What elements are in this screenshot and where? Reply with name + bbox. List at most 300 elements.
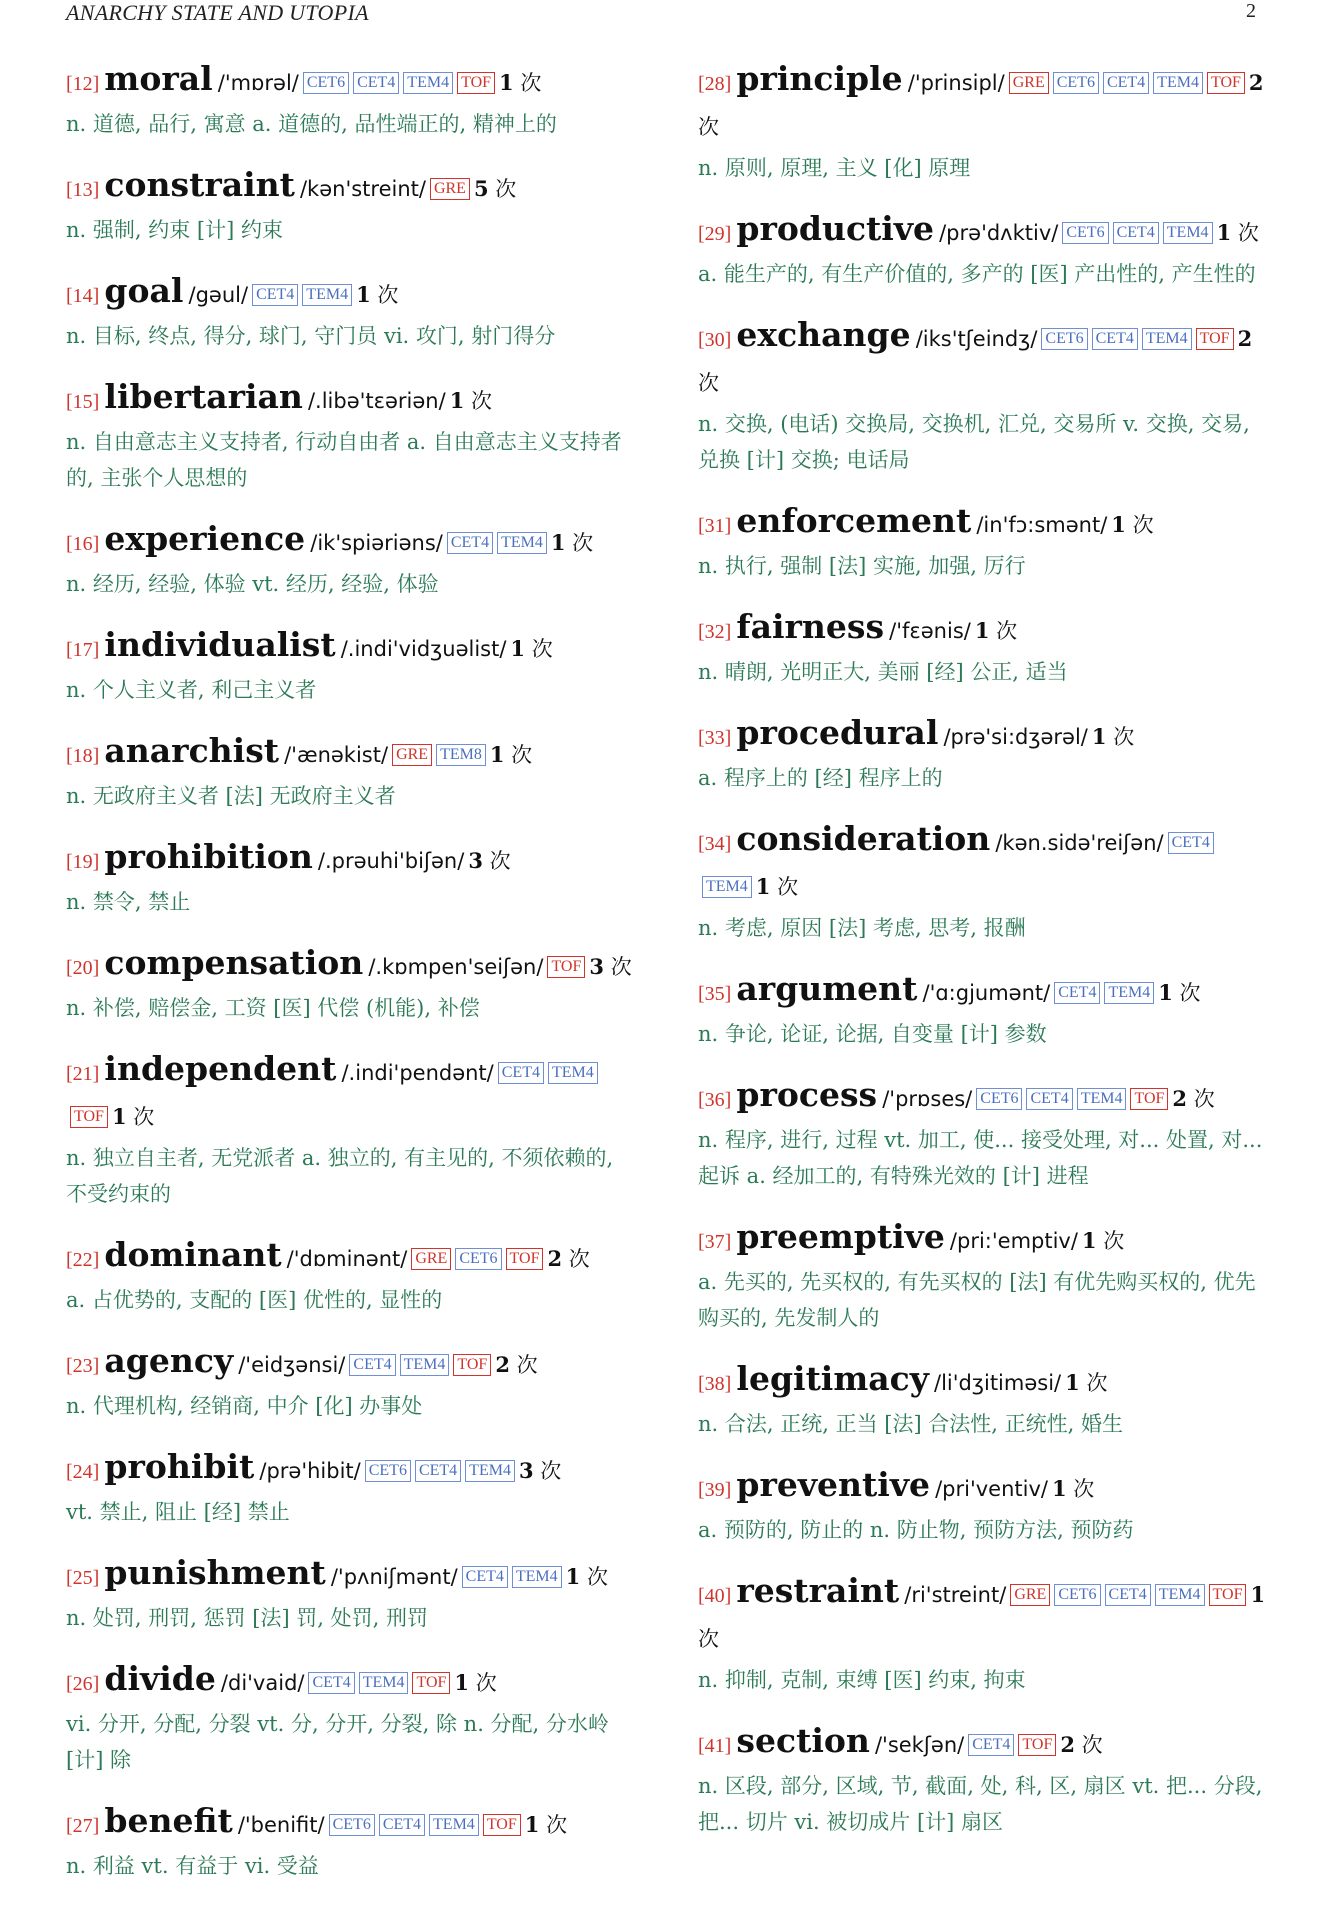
entry-headline [66, 164, 634, 212]
phonetic: /'eidʒənsi/ [238, 1353, 346, 1377]
frequency-number: 1 [1250, 1582, 1266, 1607]
vocabulary-columns [66, 58, 1266, 1906]
vocab-entry [66, 270, 634, 354]
frequency-unit: 次 [1113, 725, 1135, 749]
vocab-entry [66, 730, 634, 814]
definition: n. 补偿, 赔偿金, 工资 [医] 代偿 (机能), 补偿 [66, 996, 480, 1020]
running-title: ANARCHY STATE AND UTOPIA [66, 0, 369, 25]
vocab-entry [698, 58, 1266, 186]
exam-tag-badge: TEM4 [465, 1460, 515, 1482]
frequency-count [454, 1671, 496, 1695]
definition: n. 晴朗, 光明正大, 美丽 [经] 公正, 适当 [698, 660, 1068, 684]
frequency-number: 1 [356, 282, 371, 307]
entry-number: [35] [698, 983, 732, 1005]
entry-headline [698, 968, 1266, 1016]
frequency-number: 3 [518, 1458, 534, 1483]
exam-tag-badge: TEM4 [1163, 222, 1213, 244]
definition: a. 程序上的 [经] 程序上的 [698, 766, 943, 790]
exam-tag-badge: CET4 [353, 72, 399, 94]
frequency-number: 3 [589, 954, 604, 979]
exam-tag-badge: CET4 [447, 532, 493, 554]
exam-tag-badge: CET4 [1105, 1584, 1151, 1606]
frequency-number: 1 [974, 618, 990, 643]
entry-number: [27] [66, 1815, 100, 1837]
frequency-count [1052, 1477, 1094, 1501]
entry-number: [40] [698, 1585, 732, 1607]
frequency-count [474, 177, 516, 201]
frequency-unit: 次 [777, 875, 799, 899]
frequency-count [495, 1353, 537, 1377]
frequency-number: 3 [468, 848, 483, 873]
entry-number: [20] [66, 957, 100, 979]
exam-tag-badge: TEM4 [497, 532, 547, 554]
exam-tag-badge: TOF [547, 956, 585, 978]
frequency-count [589, 955, 631, 979]
headword: productive [736, 209, 935, 248]
exam-tag-badge: TOF [1130, 1088, 1168, 1110]
entry-number: [31] [698, 515, 732, 537]
headword: exchange [736, 315, 911, 354]
frequency-unit: 次 [489, 849, 511, 873]
exam-tag-badge: TEM4 [302, 284, 352, 306]
headword: consideration [736, 819, 991, 858]
headword: preemptive [736, 1217, 945, 1256]
headword: prohibition [104, 837, 313, 876]
frequency-count [1217, 221, 1259, 245]
vocab-entry [66, 1800, 634, 1884]
exam-tag-badge: CET6 [1053, 72, 1099, 94]
exam-tag-badge: TEM4 [512, 1566, 562, 1588]
entry-headline [698, 1570, 1266, 1662]
exam-tag-badge: TEM4 [1104, 982, 1154, 1004]
frequency-count [756, 875, 798, 899]
phonetic: /.indi'pendənt/ [341, 1061, 494, 1085]
frequency-unit: 次 [1086, 1371, 1108, 1395]
exam-tag-badge: CET6 [1062, 222, 1108, 244]
exam-tag-badge: CET4 [1113, 222, 1159, 244]
frequency-number: 1 [454, 1670, 470, 1695]
frequency-count [1060, 1733, 1102, 1757]
frequency-number: 1 [1065, 1370, 1080, 1395]
entry-headline [66, 1658, 634, 1706]
vocab-entry [698, 1358, 1266, 1442]
vocab-entry [66, 1552, 634, 1636]
vocab-entry [66, 1234, 634, 1318]
entry-number: [36] [698, 1089, 732, 1111]
phonetic: /pri:'emptiv/ [949, 1229, 1078, 1253]
frequency-count [1082, 1229, 1124, 1253]
frequency-unit: 次 [1179, 981, 1201, 1005]
entry-number: [30] [698, 329, 732, 351]
headword: moral [104, 59, 213, 98]
definition: a. 先买的, 先买权的, 有先买权的 [法] 有优先购买权的, 优先购买的, 先发制人的 [698, 1270, 1256, 1330]
frequency-unit: 次 [586, 1565, 608, 1589]
exam-tag-badge: GRE [1010, 1584, 1050, 1606]
frequency-unit: 次 [698, 115, 719, 139]
entry-headline [698, 500, 1266, 548]
entry-number: [13] [66, 179, 100, 201]
left-column [66, 58, 634, 1906]
phonetic: /'fɛənis/ [889, 619, 971, 643]
headword: goal [104, 271, 184, 310]
exam-tag-badge: TOF [506, 1248, 544, 1270]
definition: n. 交换, (电话) 交换局, 交换机, 汇兑, 交易所 v. 交换, 交易, 兑换 [计] 交换; 电话局 [698, 412, 1250, 472]
entry-headline [66, 518, 634, 566]
entry-number: [18] [66, 745, 100, 767]
definition: n. 强制, 约束 [计] 约束 [66, 218, 283, 242]
frequency-count [1092, 725, 1134, 749]
phonetic: /prə'si:dʒərəl/ [943, 725, 1088, 749]
vocab-entry [66, 58, 634, 142]
phonetic: /pri'ventiv/ [935, 1477, 1048, 1501]
headword: process [736, 1075, 878, 1114]
page-number: 2 [1246, 0, 1256, 22]
definition: n. 利益 vt. 有益于 vi. 受益 [66, 1854, 319, 1878]
frequency-count [450, 389, 492, 413]
exam-tag-badge: CET4 [968, 1734, 1014, 1756]
vocab-entry [66, 942, 634, 1026]
exam-tag-badge: CET4 [462, 1566, 508, 1588]
entry-number: [12] [66, 73, 100, 95]
definition: a. 能生产的, 有生产价值的, 多产的 [医] 产出性的, 产生性的 [698, 262, 1256, 286]
vocab-entry [66, 1340, 634, 1424]
entry-number: [22] [66, 1249, 100, 1271]
frequency-count [468, 849, 510, 873]
frequency-unit: 次 [698, 1627, 719, 1651]
vocab-entry [698, 818, 1266, 946]
definition: n. 道德, 品行, 寓意 a. 道德的, 品性端正的, 精神上的 [66, 112, 557, 136]
frequency-unit: 次 [377, 283, 399, 307]
definition: n. 考虑, 原因 [法] 考虑, 思考, 报酬 [698, 916, 1026, 940]
frequency-unit: 次 [1237, 221, 1259, 245]
phonetic: /'prinsipl/ [907, 71, 1005, 95]
phonetic: /di'vaid/ [220, 1671, 305, 1695]
exam-tag-badge: CET4 [1054, 982, 1100, 1004]
definition: n. 抑制, 克制, 束缚 [医] 约束, 拘束 [698, 1668, 1026, 1692]
frequency-number: 1 [449, 388, 465, 413]
phonetic: /gəul/ [188, 283, 249, 307]
definition: n. 争论, 论证, 论据, 自变量 [计] 参数 [698, 1022, 1047, 1046]
headword: restraint [736, 1571, 900, 1610]
definition: n. 自由意志主义支持者, 行动自由者 a. 自由意志主义支持者的, 主张个人思想的 [66, 430, 622, 490]
frequency-count [499, 71, 541, 95]
exam-tag-badge: CET4 [498, 1062, 544, 1084]
headword: enforcement [736, 501, 972, 540]
entry-number: [23] [66, 1355, 100, 1377]
vocab-entry [698, 606, 1266, 690]
exam-tag-badge: TEM4 [400, 1354, 450, 1376]
entry-headline [66, 58, 634, 106]
entry-headline [66, 1234, 634, 1282]
headword: benefit [104, 1801, 233, 1840]
frequency-count [1172, 1087, 1214, 1111]
frequency-count [566, 1565, 608, 1589]
entry-headline [698, 314, 1266, 406]
headword: experience [104, 519, 306, 558]
frequency-count [1158, 981, 1200, 1005]
phonetic: /li'dʒitiməsi/ [934, 1371, 1062, 1395]
frequency-unit: 次 [540, 1459, 562, 1483]
vocab-entry [66, 1658, 634, 1778]
phonetic: /'ɑ:gjumənt/ [922, 981, 1051, 1005]
phonetic: /prə'dʌktiv/ [939, 221, 1059, 245]
definition: a. 占优势的, 支配的 [医] 优性的, 显性的 [66, 1288, 443, 1312]
entry-number: [34] [698, 833, 732, 855]
entry-number: [19] [66, 851, 100, 873]
frequency-unit: 次 [1193, 1087, 1215, 1111]
exam-tag-badge: CET6 [329, 1814, 375, 1836]
phonetic: /'dɒminənt/ [286, 1247, 408, 1271]
frequency-count [547, 1247, 589, 1271]
entry-headline [66, 1552, 634, 1600]
headword: procedural [736, 713, 939, 752]
phonetic: /'mɒrəl/ [217, 71, 299, 95]
vocab-entry [698, 1216, 1266, 1336]
frequency-number: 2 [495, 1352, 510, 1377]
phonetic: /.libə'tɛəriən/ [307, 389, 446, 413]
right-column [698, 58, 1266, 1906]
vocab-entry [66, 376, 634, 496]
phonetic: /kən.sidə'reiʃən/ [995, 831, 1164, 855]
definition: n. 经历, 经验, 体验 vt. 经历, 经验, 体验 [66, 572, 439, 596]
headword: anarchist [104, 731, 280, 770]
definition: n. 禁令, 禁止 [66, 890, 191, 914]
entry-number: [17] [66, 639, 100, 661]
entry-number: [26] [66, 1673, 100, 1695]
exam-tag-badge: TEM4 [1077, 1088, 1127, 1110]
frequency-number: 1 [499, 70, 514, 95]
exam-tag-badge: TEM4 [429, 1814, 479, 1836]
entry-headline [66, 1048, 634, 1140]
frequency-unit: 次 [511, 743, 533, 767]
frequency-number: 1 [524, 1812, 540, 1837]
exam-tag-badge: GRE [392, 744, 432, 766]
entry-number: [14] [66, 285, 100, 307]
headword: prohibit [104, 1447, 255, 1486]
phonetic: /kən'streint/ [299, 177, 426, 201]
frequency-number: 1 [1091, 724, 1107, 749]
frequency-count [356, 283, 398, 307]
frequency-unit: 次 [516, 1353, 538, 1377]
exam-tag-badge: CET4 [349, 1354, 395, 1376]
exam-tag-badge: TEM4 [1153, 72, 1203, 94]
phonetic: /.prəuhi'biʃən/ [317, 849, 465, 873]
exam-tag-badge: CET4 [252, 284, 298, 306]
headword: punishment [104, 1553, 326, 1592]
entry-headline [698, 1464, 1266, 1512]
exam-tag-badge: TEM4 [359, 1672, 409, 1694]
frequency-number: 5 [473, 176, 489, 201]
exam-tag-badge: CET4 [1026, 1088, 1072, 1110]
frequency-number: 1 [111, 1104, 127, 1129]
exam-tag-badge: CET6 [1054, 1584, 1100, 1606]
entry-headline [66, 1446, 634, 1494]
frequency-number: 1 [489, 742, 505, 767]
frequency-unit: 次 [1081, 1733, 1103, 1757]
frequency-unit: 次 [475, 1671, 497, 1695]
entry-headline [698, 208, 1266, 256]
entry-headline [66, 270, 634, 318]
frequency-number: 2 [1248, 70, 1264, 95]
frequency-unit: 次 [610, 955, 632, 979]
exam-tag-badge: TOF [70, 1106, 108, 1128]
definition: vt. 禁止, 阻止 [经] 禁止 [66, 1500, 290, 1524]
frequency-number: 2 [547, 1246, 563, 1271]
entry-headline [698, 1216, 1266, 1264]
entry-headline [698, 818, 1266, 910]
entry-headline [698, 606, 1266, 654]
frequency-unit: 次 [698, 371, 719, 395]
exam-tag-badge: TOF [457, 72, 495, 94]
definition: n. 程序, 进行, 过程 vt. 加工, 使... 接受处理, 对... 处置, 对... 起诉 a. 经加工的, 有特殊光效的 [计] 进程 [698, 1128, 1263, 1188]
entry-number: [32] [698, 621, 732, 643]
exam-tag-badge: TOF [453, 1354, 491, 1376]
vocab-entry [698, 1720, 1266, 1840]
frequency-unit: 次 [495, 177, 517, 201]
entry-number: [38] [698, 1373, 732, 1395]
entry-headline [698, 1720, 1266, 1768]
entry-number: [41] [698, 1735, 732, 1757]
frequency-count [1065, 1371, 1107, 1395]
frequency-number: 2 [1172, 1086, 1188, 1111]
exam-tag-badge: CET6 [1041, 328, 1087, 350]
frequency-number: 1 [1158, 980, 1173, 1005]
vocab-entry [698, 1074, 1266, 1194]
entry-headline [66, 1800, 634, 1848]
vocab-entry [66, 624, 634, 708]
phonetic: /in'fɔ:smənt/ [976, 513, 1108, 537]
exam-tag-badge: CET6 [303, 72, 349, 94]
frequency-number: 1 [510, 636, 526, 661]
vocab-entry [66, 1446, 634, 1530]
frequency-number: 2 [1060, 1732, 1075, 1757]
exam-tag-badge: CET4 [1103, 72, 1149, 94]
frequency-unit: 次 [572, 531, 594, 555]
entry-headline [66, 942, 634, 990]
entry-headline [698, 1074, 1266, 1122]
phonetic: /'prɒses/ [882, 1087, 973, 1111]
headword: individualist [104, 625, 336, 664]
entry-number: [24] [66, 1461, 100, 1483]
headword: argument [736, 969, 918, 1008]
frequency-unit: 次 [1132, 513, 1154, 537]
frequency-count [1111, 513, 1153, 537]
exam-tag-badge: CET6 [455, 1248, 501, 1270]
exam-tag-badge: TOF [1207, 72, 1245, 94]
exam-tag-badge: CET4 [379, 1814, 425, 1836]
frequency-count [525, 1813, 567, 1837]
entry-number: [37] [698, 1231, 732, 1253]
frequency-unit: 次 [1103, 1229, 1125, 1253]
headword: fairness [736, 607, 885, 646]
frequency-count [975, 619, 1017, 643]
exam-tag-badge: CET4 [1168, 832, 1214, 854]
vocab-entry [66, 518, 634, 602]
headword: divide [104, 1659, 216, 1698]
entry-number: [16] [66, 533, 100, 555]
phonetic: /'pʌniʃmənt/ [330, 1565, 458, 1589]
vocab-entry [698, 968, 1266, 1052]
exam-tag-badge: TOF [1018, 1734, 1056, 1756]
headword: legitimacy [736, 1359, 929, 1398]
definition: n. 原则, 原理, 主义 [化] 原理 [698, 156, 971, 180]
entry-headline [66, 624, 634, 672]
vocab-entry [66, 1048, 634, 1212]
definition: n. 目标, 终点, 得分, 球门, 守门员 vi. 攻门, 射门得分 [66, 324, 556, 348]
definition: n. 代理机构, 经销商, 中介 [化] 办事处 [66, 1394, 423, 1418]
headword: independent [104, 1049, 337, 1088]
exam-tag-badge: TOF [412, 1672, 450, 1694]
entry-number: [21] [66, 1063, 100, 1085]
frequency-unit: 次 [133, 1105, 155, 1129]
frequency-count [490, 743, 532, 767]
phonetic: /ik'spiəriəns/ [310, 531, 443, 555]
phonetic: /prə'hibit/ [259, 1459, 361, 1483]
vocab-entry [698, 314, 1266, 478]
exam-tag-badge: CET4 [1092, 328, 1138, 350]
frequency-number: 1 [550, 530, 566, 555]
entry-number: [25] [66, 1567, 100, 1589]
headword: agency [104, 1341, 234, 1380]
vocab-entry [66, 836, 634, 920]
entry-number: [29] [698, 223, 732, 245]
frequency-number: 1 [755, 874, 771, 899]
page-header [66, 0, 1256, 30]
entry-headline [698, 58, 1266, 150]
frequency-unit: 次 [1073, 1477, 1095, 1501]
entry-number: [39] [698, 1479, 732, 1501]
exam-tag-badge: TOF [1209, 1584, 1247, 1606]
entry-headline [66, 376, 634, 424]
frequency-number: 1 [1216, 220, 1232, 245]
phonetic: /'ænəkist/ [284, 743, 389, 767]
exam-tag-badge: TEM4 [548, 1062, 598, 1084]
frequency-unit: 次 [568, 1247, 590, 1271]
headword: constraint [104, 165, 295, 204]
exam-tag-badge: TEM4 [403, 72, 453, 94]
exam-tag-badge: CET4 [308, 1672, 354, 1694]
exam-tag-badge: CET6 [365, 1460, 411, 1482]
phonetic: /.kɒmpen'seiʃən/ [368, 955, 544, 979]
definition: n. 独立自主者, 无党派者 a. 独立的, 有主见的, 不须依赖的, 不受约束的 [66, 1146, 614, 1206]
definition: vi. 分开, 分配, 分裂 vt. 分, 分开, 分裂, 除 n. 分配, 分水岭 [计] 除 [66, 1712, 609, 1772]
frequency-count [551, 531, 593, 555]
entry-headline [66, 730, 634, 778]
vocab-entry [698, 500, 1266, 584]
exam-tag-badge: TOF [1196, 328, 1234, 350]
entry-number: [33] [698, 727, 732, 749]
definition: n. 执行, 强制 [法] 实施, 加强, 厉行 [698, 554, 1026, 578]
entry-number: [15] [66, 391, 100, 413]
headword: libertarian [104, 377, 303, 416]
phonetic: /.indi'vidʒuəlist/ [340, 637, 507, 661]
vocab-entry [698, 712, 1266, 796]
frequency-count [519, 1459, 561, 1483]
frequency-count [112, 1105, 154, 1129]
exam-tag-badge: CET4 [415, 1460, 461, 1482]
headword: preventive [736, 1465, 930, 1504]
definition: a. 预防的, 防止的 n. 防止物, 预防方法, 预防药 [698, 1518, 1134, 1542]
exam-tag-badge: CET6 [976, 1088, 1022, 1110]
frequency-number: 1 [1111, 512, 1126, 537]
exam-tag-badge: TEM4 [1142, 328, 1192, 350]
vocab-entry [698, 208, 1266, 292]
headword: section [736, 1721, 870, 1760]
entry-headline [698, 712, 1266, 760]
headword: compensation [104, 943, 364, 982]
definition: n. 合法, 正统, 正当 [法] 合法性, 正统性, 婚生 [698, 1412, 1124, 1436]
definition: n. 个人主义者, 利己主义者 [66, 678, 317, 702]
